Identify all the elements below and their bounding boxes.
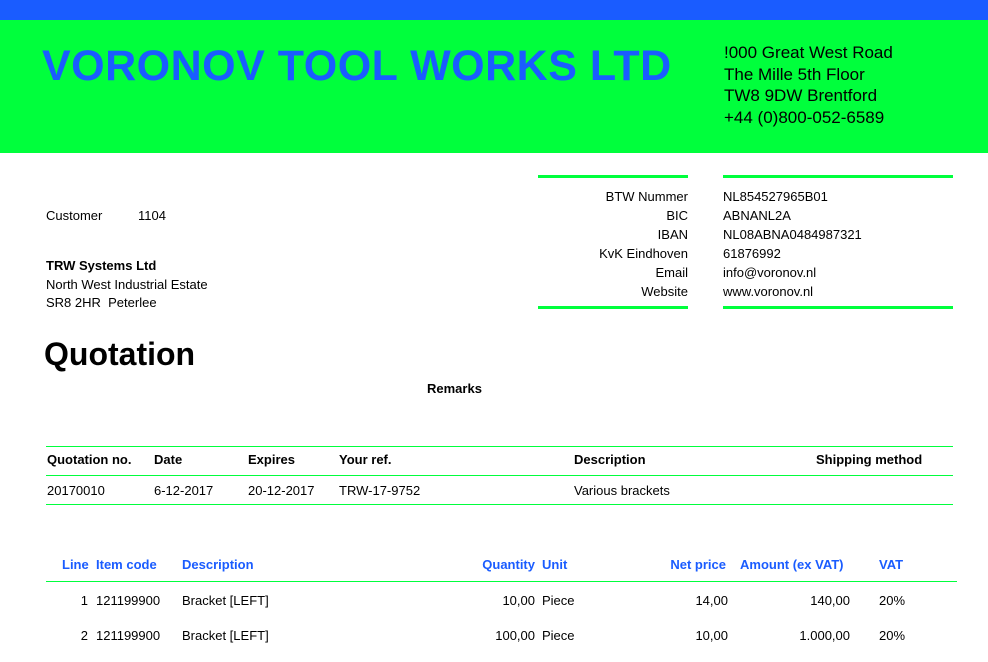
company-info-values	[723, 187, 862, 301]
divider	[46, 581, 957, 582]
divider	[46, 504, 953, 505]
item-net-price: 10,00	[695, 628, 728, 643]
customer-address-line: North West Industrial Estate	[46, 277, 208, 292]
line-number: 1	[80, 593, 88, 608]
info-value: www.voronov.nl	[723, 284, 814, 299]
item-vat: 20%	[879, 628, 906, 643]
divider	[538, 175, 688, 178]
customer-address-line: SR8 2HR Peterlee	[46, 295, 157, 310]
quotation-description: Various brackets	[574, 483, 670, 498]
quotation-date: 6-12-2017	[154, 483, 214, 498]
info-value: NL08ABNA0484987321	[723, 227, 862, 242]
info-value: ABNANL2A	[723, 208, 791, 223]
unit-header: Unit	[542, 557, 568, 572]
amount-header: Amount (ex VAT)	[740, 557, 844, 572]
item-quantity: 10,00	[502, 593, 535, 608]
vat-header: VAT	[879, 557, 904, 572]
divider	[46, 475, 953, 476]
info-label: BTW Nummer	[605, 189, 688, 204]
item-code: 121199900	[96, 593, 161, 608]
item-amount: 140,00	[810, 593, 850, 608]
company-name: VORONOV TOOL WORKS LTD	[42, 42, 672, 90]
item-description: Bracket [LEFT]	[182, 593, 269, 608]
your-ref-header: Your ref.	[339, 452, 392, 467]
item-quantity: 100,00	[495, 628, 535, 643]
info-label: BIC	[666, 208, 688, 223]
quantity-header: Quantity	[482, 557, 535, 572]
line-header: Line	[62, 557, 89, 572]
customer-number: 1104	[138, 208, 166, 223]
info-value: info@voronov.nl	[723, 265, 817, 280]
company-address-line: !000 Great West Road	[724, 43, 893, 62]
line-number: 2	[80, 628, 88, 643]
customer-name: TRW Systems Ltd	[46, 258, 157, 273]
item-vat: 20%	[879, 593, 906, 608]
item-description: Bracket [LEFT]	[182, 628, 269, 643]
company-address-line: TW8 9DW Brentford	[724, 86, 878, 105]
date-header: Date	[154, 452, 183, 467]
info-value: NL854527965B01	[723, 189, 828, 204]
info-value: 61876992	[723, 246, 781, 261]
description-header: Description	[574, 452, 646, 467]
company-address	[724, 42, 893, 128]
divider	[538, 306, 688, 309]
info-label: KvK Eindhoven	[599, 246, 688, 261]
divider	[723, 306, 953, 309]
divider	[46, 446, 953, 447]
info-label: Email	[655, 265, 688, 280]
quotation-expires: 20-12-2017	[248, 483, 315, 498]
letterhead	[0, 20, 988, 153]
customer-label: Customer	[46, 208, 103, 223]
expires-header: Expires	[248, 452, 295, 467]
info-label: Website	[641, 284, 688, 299]
item-unit: Piece	[542, 593, 575, 608]
your-reference: TRW-17-9752	[339, 483, 421, 498]
remarks-label: Remarks	[427, 381, 482, 396]
quotation-number-header: Quotation no.	[47, 452, 132, 467]
item-code: 121199900	[96, 628, 161, 643]
document-title: Quotation	[44, 336, 196, 372]
shipping-method-header: Shipping method	[816, 452, 923, 467]
top-color-bar	[0, 0, 988, 20]
net-price-header: Net price	[670, 557, 726, 572]
item-code-header: Item code	[96, 557, 157, 572]
company-info-labels	[540, 187, 688, 301]
company-phone: +44 (0)800-052-6589	[724, 107, 885, 127]
item-amount: 1.000,00	[799, 628, 850, 643]
info-label: IBAN	[657, 227, 688, 242]
company-address-line: The Mille 5th Floor	[724, 64, 865, 84]
quotation-number: 20170010	[47, 483, 105, 498]
divider	[723, 175, 953, 178]
item-unit: Piece	[542, 628, 575, 643]
line-description-header: Description	[182, 557, 254, 572]
item-net-price: 14,00	[695, 593, 728, 608]
